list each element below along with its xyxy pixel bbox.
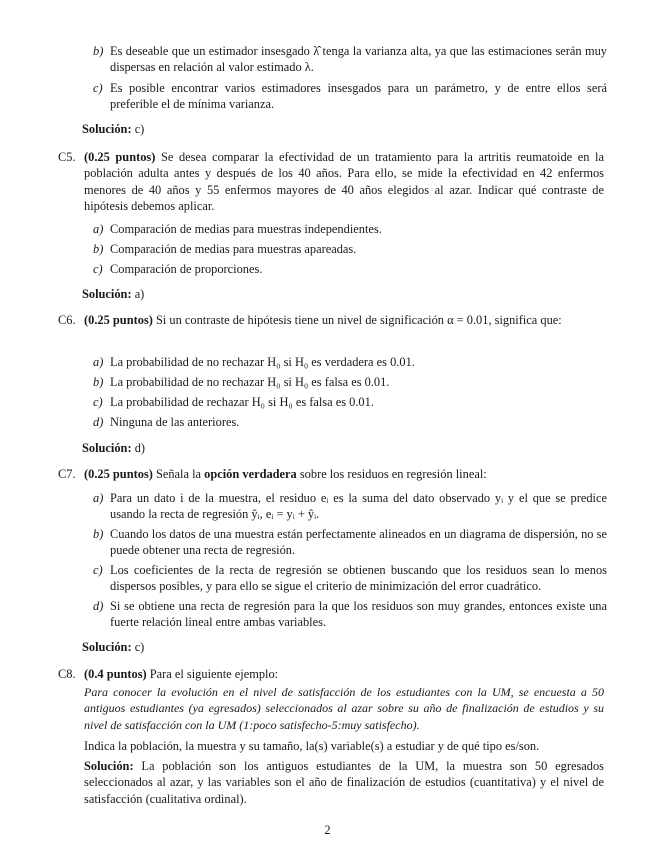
option-label: a): [93, 491, 104, 505]
option-label: c): [93, 563, 103, 577]
option-text: Para un dato i de la muestra, el residuo eᵢ es la suma del dato observado yᵢ y el que se predice usando la recta de regresión ŷᵢ, eᵢ = yᵢ + ŷᵢ.: [110, 491, 607, 522]
question-points: (0.25 puntos): [84, 313, 153, 327]
question-points: (0.25 puntos): [84, 467, 153, 481]
solution-label: Solución:: [82, 287, 132, 301]
question-number: C6.: [58, 313, 76, 327]
solution-value: La población son los antiguos estudiantes de la UM, la muestra son 50 egresados seleccionados al azar, y las variables son el año de finalización de estudios (cuantitativa) y el nivel de satisfacción (cualitativa ordinal).: [84, 759, 604, 806]
option-label: a): [93, 355, 104, 369]
question-c6-statement: [84, 312, 604, 328]
question-number: C5.: [58, 150, 76, 164]
question-text: Para el siguiente ejemplo:: [149, 667, 279, 681]
option-label: c): [93, 81, 103, 95]
option-text: La probabilidad de no rechazar H₀ si H₀ es falsa es 0.01.: [110, 375, 390, 389]
option-text: Ninguna de las anteriores.: [110, 415, 240, 429]
solution-value: c): [134, 122, 145, 136]
option-text: La probabilidad de no rechazar H₀ si H₀ es verdadera es 0.01.: [110, 355, 415, 369]
option-label: b): [93, 527, 104, 541]
solution-value: c): [134, 640, 145, 654]
c5-solution: [82, 286, 602, 302]
solution-label: Solución:: [82, 122, 132, 136]
option-text: Cuando los datos de una muestra están perfectamente alineados en un diagrama de dispersión, no se puede obtener una recta de regresión.: [110, 527, 607, 558]
page-number: 2: [324, 823, 331, 837]
option-label: b): [93, 44, 104, 58]
c8-solution: [84, 758, 604, 807]
option-label: b): [93, 242, 104, 256]
option-label: d): [93, 415, 104, 429]
question-c8-statement: [84, 666, 604, 682]
option-text: Comparación de medias para muestras independientes.: [110, 222, 382, 236]
question-c5-statement: [84, 149, 604, 215]
option-label: a): [93, 222, 104, 236]
option-label: b): [93, 375, 104, 389]
solution-value: d): [134, 441, 146, 455]
question-number: C8.: [58, 667, 76, 681]
question-points: (0.25 puntos): [84, 150, 156, 164]
option-text: La probabilidad de rechazar H₀ si H₀ es falsa es 0.01.: [110, 395, 374, 409]
solution-label: Solución:: [82, 441, 132, 455]
option-text: Es posible encontrar varios estimadores insesgados para un parámetro, y de entre ellos será preferible el de mínima varianza.: [110, 81, 607, 112]
question-c7-statement: [84, 466, 604, 482]
c8-example: Para conocer la evolución en el nivel de satisfacción de los estudiantes con la UM, se encuesta a 50 antiguos estudiantes (ya egresados) seleccionados al azar sobre su año de finalización de estudios y su nivel de satisfacción con la UM (1:poco satisfecho-5:muy satisfecho).: [84, 685, 604, 732]
option-text: Comparación de proporciones.: [110, 262, 263, 276]
solution-label: Solución:: [82, 640, 132, 654]
question-number: C7.: [58, 467, 76, 481]
solution-value: a): [134, 287, 145, 301]
question-text-emphasis: opción verdadera: [204, 467, 297, 481]
solution-label: Solución:: [84, 759, 134, 773]
question-text-pre: Señala la: [155, 467, 202, 481]
question-points: (0.4 puntos): [84, 667, 147, 681]
option-text: Comparación de medias para muestras apareadas.: [110, 242, 357, 256]
option-label: d): [93, 599, 104, 613]
option-label: c): [93, 262, 103, 276]
option-text: Es deseable que un estimador insesgado λ̂ tenga la varianza alta, ya que las estimaciones serán muy dispersas en relación al valor estimado λ.: [110, 44, 607, 75]
option-text: Si se obtiene una recta de regresión para la que los residuos son muy grandes, entonces existe una fuerte relación lineal entre ambas variables.: [110, 599, 607, 630]
c6-solution: [82, 440, 602, 456]
question-text: Si un contraste de hipótesis tiene un nivel de significación α = 0.01, significa que:: [155, 313, 562, 327]
question-text: Se desea comparar la efectividad de un tratamiento para la artritis reumatoide en la población adulta antes y después de los 40 años. Para ello, se mide la efectividad en 42 enfermos menores de 40 años y 55 enfermos mayores de 40 años elegidos al azar. Indicar qué contraste de hipótesis debemos aplicar.: [84, 150, 604, 214]
question-text-post: sobre los residuos en regresión lineal:: [299, 467, 487, 481]
prev-solution: [82, 121, 602, 137]
c7-solution: [82, 639, 602, 655]
c8-question: Indica la población, la muestra y su tamaño, la(s) variable(s) a estudiar y de qué tipo es/son.: [84, 739, 540, 753]
option-text: Los coeficientes de la recta de regresión se obtienen buscando que los residuos sean lo menos dispersos posibles, y para ello se sigue el criterio de minimización del error cuadrático.: [110, 563, 607, 594]
option-label: c): [93, 395, 103, 409]
